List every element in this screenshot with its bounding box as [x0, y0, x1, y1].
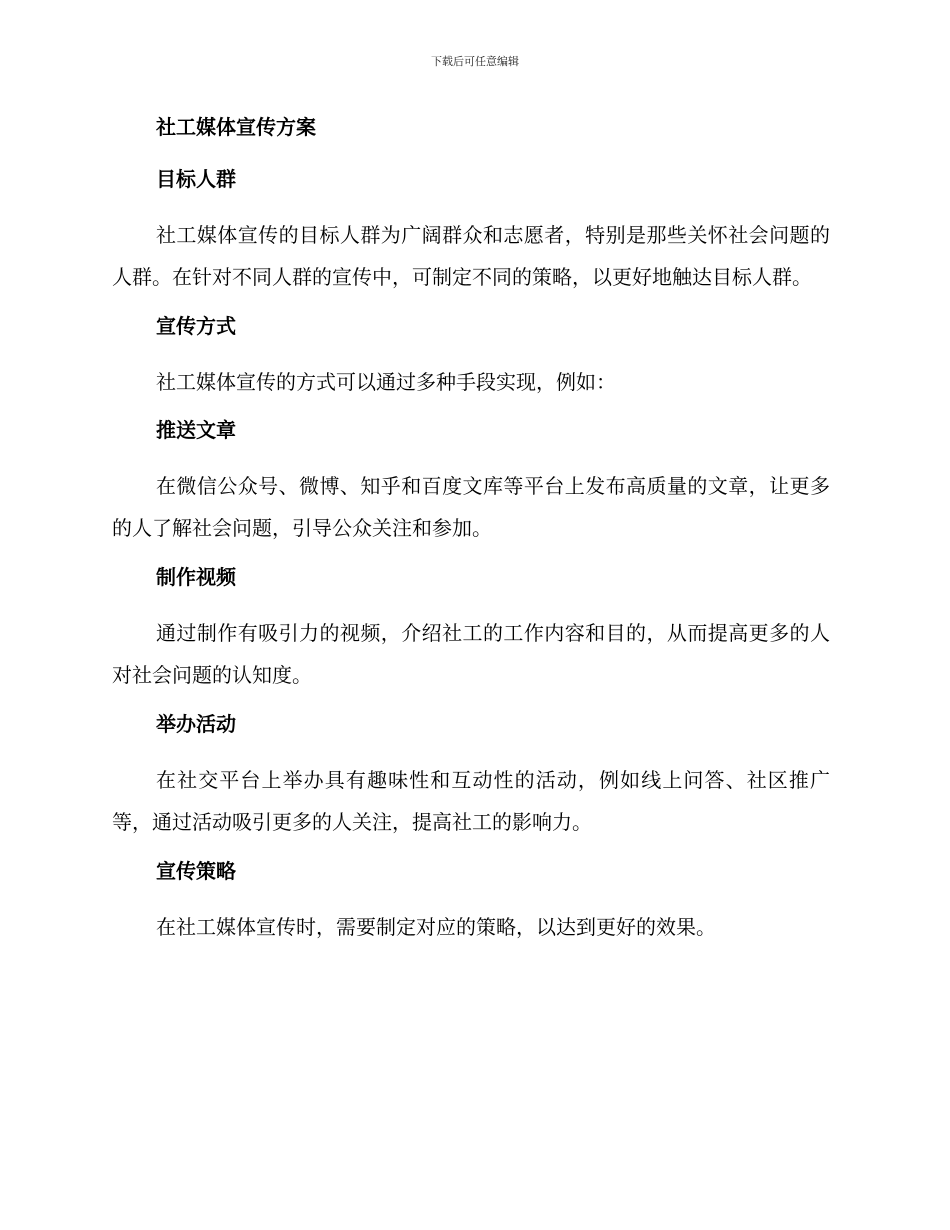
section-body-strategy: 在社工媒体宣传时，需要制定对应的策略，以达到更好的效果。: [156, 915, 716, 939]
section-body-push-articles: 在微信公众号、微博、知乎和百度文库等平台上发布高质量的文章，让更多的人了解社会问题，引导公众关注和参加。: [112, 474, 830, 540]
section-heading-push-articles: 推送文章: [156, 418, 236, 442]
section-heading-target-audience: 目标人群: [156, 167, 236, 191]
page-header-note: 下载后可任意编辑: [431, 55, 519, 68]
section-body-target-audience: 社工媒体宣传的目标人群为广阔群众和志愿者，特别是那些关怀社会问题的人群。在针对不同人群的宣传中，可制定不同的策略，以更好地触达目标人群。: [112, 223, 830, 289]
section-heading-make-videos: 制作视频: [156, 565, 236, 589]
section-heading-host-events: 举办活动: [156, 712, 236, 736]
document-body: [112, 110, 830, 959]
document-title: 社工媒体宣传方案: [156, 115, 316, 139]
section-body-host-events: 在社交平台上举办具有趣味性和互动性的活动，例如线上问答、社区推广等，通过活动吸引更多的人关注，提高社工的影响力。: [112, 768, 830, 834]
section-body-methods: 社工媒体宣传的方式可以通过多种手段实现，例如：: [156, 370, 616, 394]
section-heading-strategy: 宣传策略: [156, 859, 236, 883]
section-body-make-videos: 通过制作有吸引力的视频，介绍社工的工作内容和目的，从而提高更多的人对社会问题的认知度。: [112, 621, 830, 687]
section-heading-methods: 宣传方式: [156, 314, 236, 338]
